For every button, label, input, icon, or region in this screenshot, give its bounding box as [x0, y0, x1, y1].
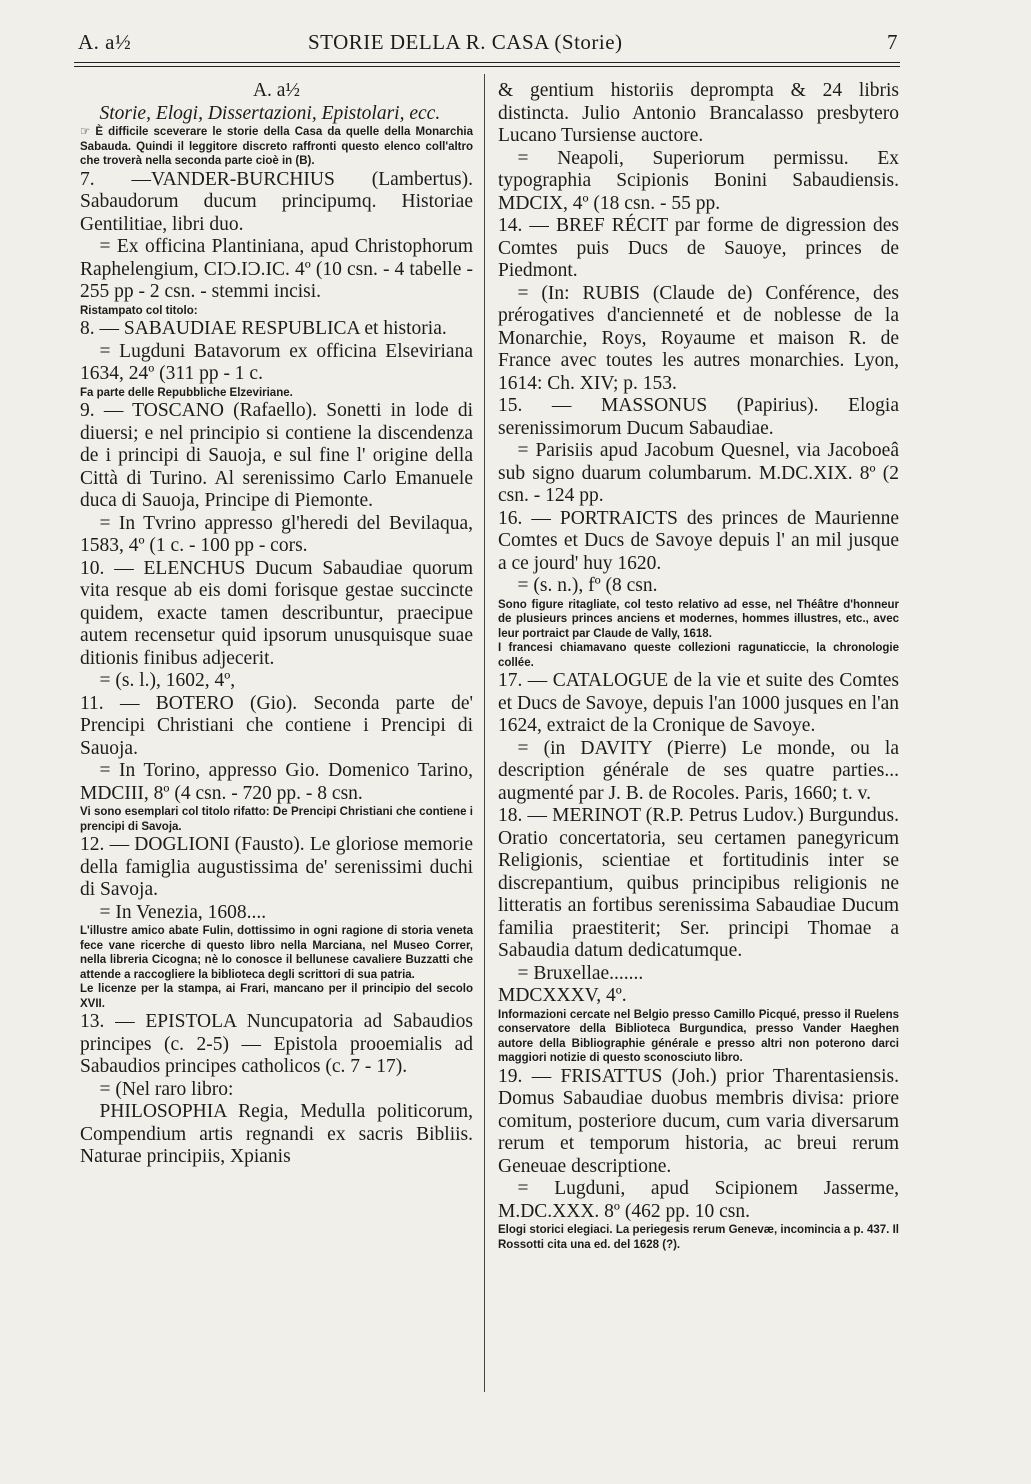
note-text: Ristampato col titolo:	[80, 304, 198, 317]
bibliography-entry: 11. — BOTERO (Gio). Seconda parte de' Prencipi Christiani che contiene i Prencipi di Sauoja.	[80, 692, 473, 759]
left-column	[80, 80, 473, 1169]
entry-text: = (in DAVITY (Pierre) Le monde, ou la description générale de ses quatre parties... augmenté par J. B. de Rocoles. Paris, 1660; t. v.	[498, 737, 899, 804]
entry-text: = Lugduni, apud Scipionem Jasserme, M.DC.XXX. 8º (462 pp. 10 csn.	[498, 1178, 899, 1222]
note-text: I francesi chiamavano queste collezioni ragunaticcie, la chronologie collée.	[498, 642, 899, 669]
note-text: Fa parte delle Repubbliche Elzeviriane.	[80, 386, 293, 399]
entry-text: & gentium historiis deprompta & 24 libris distincta. Julio Antonio Brancalasso presbytero Lucano Tursiense auctore.	[498, 80, 899, 146]
page-number: 7	[887, 30, 898, 54]
note-text: Elogi storici elegiaci. La periegesis rerum Genevæ, incomincia a p. 437. Il Rossotti cita una ed. del 1628 (?).	[498, 1224, 899, 1251]
entry-text: = Ex officina Plantiniana, apud Christophorum Raphelengium, CIƆ.IƆ.IC. 4º (10 csn. - 4 tabelle - 255 pp - 2 csn. - stemmi incisi.	[80, 236, 473, 302]
bibliography-entry: 13. — EPISTOLA Nuncupatoria ad Sabaudios principes (c. 2-5) — Epistola prooemialis ad Sabaudios principes catholicos (c. 7 - 17).	[80, 1011, 473, 1077]
bibliography-entry: 15. — MASSONUS (Papirius). Elogia serenissimorum Ducum Sabaudiae.	[498, 395, 899, 439]
entry-text: = In Tvrino appresso gl'heredi del Bevilaqua, 1583, 4º (1 c. - 100 pp - cors.	[80, 512, 473, 556]
entry-text: Storie, Elogi, Dissertazioni, Epistolari, ecc.	[99, 102, 441, 124]
entry-text: = Bruxellae.......	[517, 962, 644, 984]
header-rule-bottom	[74, 66, 900, 67]
bibliography-entry: 19. — FRISATTUS (Joh.) prior Tharentasiensis. Domus Sabaudiae duobus membris divisa: priore comitum, posteriore ducum, cum varia diversarum rerum et temporum historia, ac breui rerum Geneuae descriptione.	[498, 1065, 899, 1177]
bibliography-entry: 16. — PORTRAICTS des princes de Maurienne Comtes et Ducs de Savoye depuis l' an mil jusque a ce jourd' huy 1620.	[498, 507, 899, 574]
entry-text: = (In: RUBIS (Claude de) Conférence, des prérogatives d'ancienneté et de noblesse de la Monarchie, Roys, Royaume et maison R. de France avec toutes les autres monarchies. Lyon, 1614: Ch. XIV; p. 153.	[498, 282, 899, 394]
right-column	[498, 80, 899, 1252]
bibliography-entry: 18. — MERINOT (R.P. Petrus Ludov.) Burgundus. Oratio concertatoria, seu certamen panegyricum Religionis, scientiae et fortitudinis inter se discrepantium, quibus principibus religionis ne litteratis an fortibus serenissima Sabaudiae Ducum familia praestiterit; Ser. principi Thomae a Sabaudia datum dedicatumque.	[498, 805, 899, 961]
note-text: ☞ È difficile sceverare le storie della Casa da quelle della Monarchia Sabauda. Quindi il leggitore discreto raffronti questo elenco coll'altro che troverà nella seconda parte cioè in (B).	[80, 126, 473, 167]
note-text: Vi sono esemplari col titolo rifatto: De Prencipi Christiani che contiene i prencipi di Savoja.	[80, 806, 473, 833]
bibliography-entry: 9. — TOSCANO (Rafaello). Sonetti in lode di diuersi; e nel principio si contiene la discendenza de i principi di Sauoja, e sul fine l' origine della Città di Turino. Al serenissimo Carlo Emanuele duca di Sauoja, Principe di Piemonte.	[80, 400, 473, 511]
entry-text: = (s. l.), 1602, 4º,	[99, 670, 236, 691]
entry-text: = (Nel raro libro:	[99, 1078, 234, 1100]
bibliography-entry: 14. — BREF RÉCIT par forme de digression des Comtes puis Ducs de Sauoye, princes de Piedmont.	[498, 215, 899, 281]
bibliography-entry: 8. — SABAUDIAE RESPUBLICA et historia.	[80, 318, 447, 339]
header-rule-top	[74, 62, 900, 63]
entry-text: PHILOSOPHIA Regia, Medulla politicorum, Compendium artis regnandi ex sacris Bibliis. Naturae principiis, Xpianis	[80, 1101, 473, 1167]
note-text: Sono figure ritagliate, col testo relativo ad esse, nel Théâtre d'honneur de plusieurs princes anciens et modernes, hommes illustres, etc., avec leur portraict par Claude de Vally, 1618.	[498, 598, 899, 640]
note-text: Le licenze per la stampa, ai Frari, mancano per il principio del secolo XVII.	[80, 983, 473, 1010]
entry-text: A. a½	[252, 80, 301, 101]
note-text: L'illustre amico abate Fulin, dottissimo in ogni ragione di storia veneta fece vane ricerche di questo libro nella Marciana, nel Museo Correr, nella libreria Cicogna; nè lo conosce il bellunese cavaliere Buzzatti che attende a raccogliere la biblioteca degli scrittori di sua patria.	[80, 925, 473, 981]
bibliography-entry: 7. —VANDER-BURCHIUS (Lambertus). Sabaudorum ducum principumq. Historiae Gentilitiae, libri duo.	[80, 168, 473, 235]
bibliography-entry: 17. — CATALOGUE de la vie et suite des Comtes et Ducs de Savoye, depuis l'an 1000 jusques en l'an 1624, extraict de la Cronique de Savoye.	[498, 670, 899, 736]
entry-text: = (s. n.), fº (8 csn.	[517, 575, 658, 596]
entry-text: MDCXXXV, 4º.	[498, 985, 627, 1006]
entry-text: = In Venezia, 1608....	[99, 901, 267, 923]
column-divider	[484, 74, 485, 1392]
bibliography-entry: 10. — ELENCHUS Ducum Sabaudiae quorum vita resque ab eis domi forisque gestae succincte quidem, exacte tamen describuntur, praecipue autem recensetur quid ipsorum unusquisque suae ditionis finibus adjecerit.	[80, 557, 473, 669]
entry-text: = Parisiis apud Jacobum Quesnel, via Jacoboeâ sub signo duarum columbarum. M.DC.XIX. 8º (2 csn. - 124 pp.	[498, 440, 899, 506]
note-text: Informazioni cercate nel Belgio presso Camillo Picqué, presso il Ruelens conservatore della Biblioteca Burgundica, presso Vander Haeghen autore della Bibliographie générale e presso altri non poterono darci maggiori notizie di questo sconosciuto libro.	[498, 1008, 899, 1064]
bibliography-entry: 12. — DOGLIONI (Fausto). Le gloriose memorie della famiglia augustissima de' serenissimi duchi di Savoja.	[80, 834, 473, 900]
entry-text: = Lugduni Batavorum ex officina Elseviriana 1634, 24º (311 pp - 1 c.	[80, 340, 473, 384]
header-left: A. a½	[78, 30, 132, 54]
header-title: STORIE DELLA R. CASA (Storie)	[308, 30, 623, 54]
entry-text: = In Torino, appresso Gio. Domenico Tarino, MDCIII, 8º (4 csn. - 720 pp. - 8 csn.	[80, 760, 473, 804]
page-header	[78, 30, 898, 62]
entry-text: = Neapoli, Superiorum permissu. Ex typographia Scipionis Bonini Sabaudiensis. MDCIX, 4º (18 csn. - 55 pp.	[498, 147, 899, 214]
